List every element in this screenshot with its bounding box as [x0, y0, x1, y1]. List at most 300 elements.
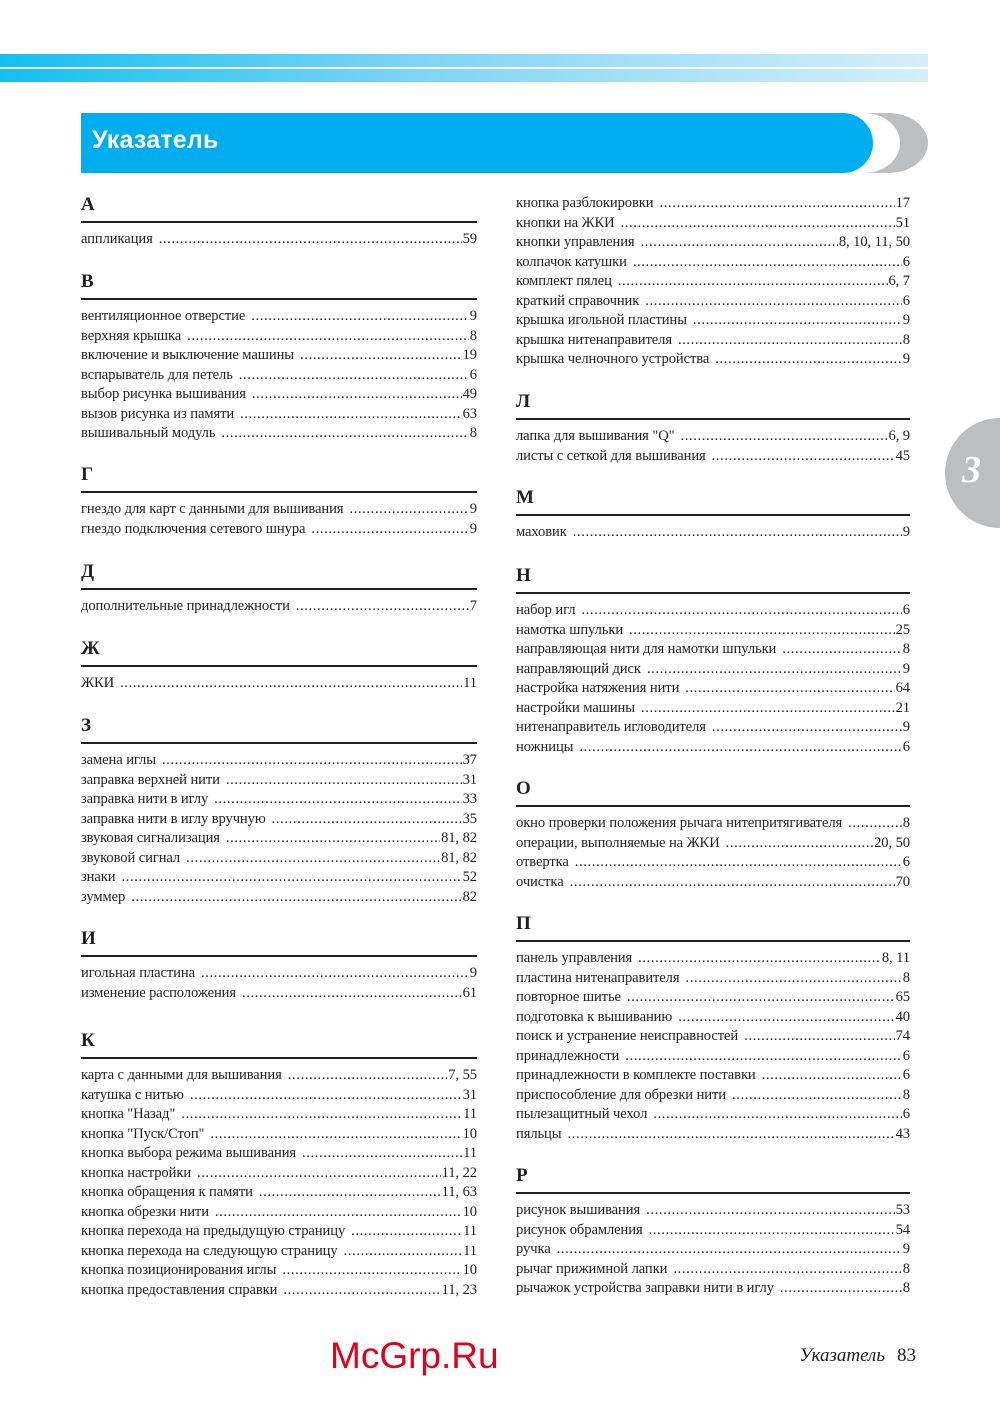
index-entry	[81, 790, 477, 810]
entry-page: 8	[902, 815, 910, 831]
entry-term: дополнительные принадлежности	[81, 598, 290, 614]
index-entry	[516, 738, 910, 758]
entry-page: 43	[895, 1125, 910, 1142]
section-letter: Н	[516, 565, 531, 586]
index-section	[81, 562, 477, 617]
entry-page: 9	[469, 965, 477, 981]
entry-term: подготовка к вышиванию	[516, 1008, 673, 1025]
entry-page: 9	[902, 351, 910, 367]
entry-term: намотка шпульки	[516, 621, 624, 638]
entry-page: 7, 55	[448, 1067, 477, 1083]
index-entry	[81, 1222, 477, 1242]
entry-term: настройка натяжения нити	[516, 680, 680, 696]
section-divider	[81, 588, 477, 590]
entry-page: 8	[902, 1280, 910, 1296]
index-entry	[516, 214, 910, 234]
dot-leader	[190, 1086, 462, 1106]
entry-page: 82	[462, 888, 477, 905]
entry-page: 61	[462, 984, 477, 1001]
dot-leader	[197, 1164, 441, 1184]
entry-term: кнопка "Пуск/Стоп"	[81, 1125, 205, 1142]
entry-page: 64	[895, 680, 910, 696]
entry-term: поиск и устранение неисправностей	[516, 1028, 739, 1044]
index-entry	[81, 424, 477, 444]
entry-page: 81, 82	[441, 849, 477, 866]
section-divider	[81, 665, 477, 667]
dot-leader	[712, 718, 902, 738]
index-section	[81, 195, 477, 250]
dot-leader	[288, 1066, 448, 1086]
entry-term: пылезащитный чехол	[516, 1106, 648, 1122]
entry-page: 6	[902, 854, 910, 870]
index-entry	[81, 597, 477, 617]
dot-leader	[186, 849, 440, 869]
index-entry	[516, 814, 910, 834]
dot-leader	[131, 888, 461, 908]
entry-term: рисунок вышивания	[516, 1202, 641, 1218]
index-section	[516, 392, 910, 466]
index-entry	[516, 679, 910, 699]
dot-leader	[618, 272, 888, 292]
dot-leader	[570, 873, 895, 893]
index-entry	[516, 233, 910, 253]
entry-term: ножницы	[516, 738, 574, 755]
entry-term: изменение расположения	[81, 984, 236, 1001]
dot-leader	[159, 230, 462, 250]
index-entry	[516, 447, 910, 467]
entry-term: краткий справочник	[516, 292, 640, 309]
index-entry	[516, 660, 910, 680]
entry-term: отвертка	[516, 854, 569, 870]
entry-term: окно проверки положения рычага нитепритягивателя	[516, 815, 843, 831]
entry-page: 6	[902, 602, 910, 618]
header-stripe-top	[0, 54, 928, 67]
section-divider	[516, 805, 910, 807]
entry-page: 11	[463, 675, 477, 691]
entry-page: 6, 9	[888, 428, 910, 444]
dot-leader	[638, 949, 881, 969]
index-entry	[81, 829, 477, 849]
dot-leader	[226, 829, 440, 849]
entry-page: 19	[462, 347, 477, 363]
entry-term: нитенаправитель игловодителя	[516, 719, 706, 735]
entry-term: звуковой сигнал	[81, 849, 181, 866]
entry-term: ручка	[516, 1241, 551, 1257]
dot-leader	[715, 350, 902, 370]
entry-page: 8	[902, 1260, 910, 1277]
dot-leader	[621, 214, 895, 234]
index-section	[81, 716, 477, 907]
entry-term: кнопка перехода на предыдущую страницу	[81, 1223, 346, 1239]
entry-page: 52	[462, 869, 477, 885]
entry-term: операции, выполняемые на ЖКИ	[516, 834, 720, 851]
entry-page: 9	[902, 1241, 910, 1257]
header-stripe-bottom	[0, 69, 928, 82]
index-entry	[81, 771, 477, 791]
dot-leader	[215, 1203, 462, 1223]
entry-term: пяльцы	[516, 1125, 562, 1142]
index-entry	[516, 1086, 910, 1106]
entry-page: 8	[902, 641, 910, 657]
dot-leader	[641, 233, 838, 253]
index-entry	[516, 272, 910, 292]
entry-term: кнопка обращения к памяти	[81, 1184, 253, 1200]
entry-page: 8	[902, 331, 910, 348]
dot-leader	[673, 1260, 901, 1280]
index-entry	[81, 346, 477, 366]
entry-page: 63	[462, 405, 477, 422]
dot-leader	[162, 751, 462, 771]
section-divider	[81, 1057, 477, 1059]
index-entry	[81, 1203, 477, 1223]
dot-leader	[226, 771, 462, 791]
index-entry	[81, 307, 477, 327]
index-section	[81, 639, 477, 694]
entry-page: 8, 10, 11, 50	[838, 234, 910, 250]
entry-page: 11	[463, 1242, 477, 1259]
index-entry	[81, 520, 477, 540]
entry-page: 59	[462, 231, 477, 247]
entry-term: вентиляционное отверстие	[81, 308, 246, 324]
dot-leader	[780, 1279, 902, 1299]
entry-term: заправка нити в иглу	[81, 791, 209, 807]
dot-leader	[712, 447, 895, 467]
chapter-tab	[945, 418, 1000, 528]
dot-leader	[181, 1105, 462, 1125]
index-entry	[81, 1144, 477, 1164]
entry-term: принадлежности в комплекте поставки	[516, 1067, 756, 1083]
entry-page: 6	[902, 738, 910, 755]
index-entry	[81, 984, 477, 1004]
entry-term: замена иглы	[81, 752, 156, 768]
entry-page: 70	[895, 873, 910, 890]
index-entry	[516, 621, 910, 641]
section-divider	[81, 491, 477, 493]
dot-leader	[221, 424, 468, 444]
index-entry	[81, 810, 477, 830]
dot-leader	[581, 601, 901, 621]
entry-page: 6	[902, 1047, 910, 1064]
index-entry	[516, 1008, 910, 1028]
section-divider	[516, 1192, 910, 1194]
index-entry	[516, 1066, 910, 1086]
entry-page: 33	[462, 791, 477, 807]
dot-leader	[653, 1105, 902, 1125]
section-divider	[81, 742, 477, 744]
dot-leader	[625, 1047, 902, 1067]
entry-page: 65	[895, 989, 910, 1005]
index-entry	[81, 868, 477, 888]
footer-label: Указатель	[799, 1345, 885, 1366]
index-entry	[81, 1164, 477, 1184]
chapter-number: 3	[962, 449, 981, 491]
entry-term: карта с данными для вышивания	[81, 1067, 282, 1083]
entry-term: заправка верхней нити	[81, 771, 220, 788]
dot-leader	[187, 327, 469, 347]
dot-leader	[641, 699, 895, 719]
entry-page: 8, 11	[881, 950, 910, 966]
index-entry	[81, 327, 477, 347]
section-letter: A	[81, 194, 95, 215]
entry-term: верхняя крышка	[81, 327, 182, 344]
index-entry	[81, 405, 477, 425]
entry-term: зуммер	[81, 888, 126, 905]
dot-leader	[659, 194, 894, 214]
dot-leader	[678, 1008, 894, 1028]
entry-term: панель управления	[516, 950, 633, 966]
entry-page: 8	[469, 425, 477, 441]
dot-leader	[647, 660, 902, 680]
index-entry	[81, 1261, 477, 1281]
index-section	[516, 1166, 910, 1299]
dot-leader	[693, 311, 902, 331]
section-letter: К	[81, 1030, 95, 1051]
index-section	[81, 465, 477, 539]
dot-leader	[645, 292, 902, 312]
entry-page: 81, 82	[441, 830, 477, 846]
dot-leader	[120, 674, 462, 694]
entry-page: 11	[463, 1145, 477, 1161]
page-title: Указатель	[92, 126, 219, 154]
index-entry	[81, 1281, 477, 1301]
entry-term: кнопки на ЖКИ	[516, 214, 615, 231]
entry-term: направляющий диск	[516, 660, 641, 677]
section-letter: Р	[516, 1165, 528, 1186]
index-entry	[81, 1086, 477, 1106]
index-entry	[516, 853, 910, 873]
dot-leader	[678, 331, 902, 351]
entry-page: 45	[895, 447, 910, 464]
section-letter: Ж	[81, 638, 100, 659]
entry-page: 31	[462, 1086, 477, 1103]
entry-page: 53	[895, 1202, 910, 1218]
entry-page: 6, 7	[888, 273, 910, 289]
entry-page: 10	[462, 1262, 477, 1278]
dot-leader	[573, 523, 902, 543]
index-entry	[81, 1125, 477, 1145]
index-section	[516, 566, 910, 757]
section-letter: И	[81, 928, 96, 949]
dot-leader	[575, 853, 902, 873]
entry-page: 40	[895, 1008, 910, 1025]
dot-leader	[744, 1027, 895, 1047]
dot-leader	[646, 1201, 895, 1221]
section-letter: П	[516, 913, 531, 934]
entry-page: 6	[902, 292, 910, 309]
entry-term: кнопка обрезки нити	[81, 1203, 209, 1220]
dot-leader	[732, 1086, 902, 1106]
dot-leader	[242, 984, 462, 1004]
index-entry	[516, 699, 910, 719]
dot-leader	[349, 500, 468, 520]
index-section	[516, 488, 910, 543]
entry-page: 21	[895, 699, 910, 716]
entry-term: повторное шитье	[516, 989, 621, 1005]
entry-term: крышка игольной пластины	[516, 312, 687, 328]
entry-term: комплект пялец	[516, 273, 612, 289]
entry-term: рисунок обрамления	[516, 1221, 643, 1238]
entry-term: включение и выключение машины	[81, 347, 294, 363]
entry-page: 31	[462, 771, 477, 788]
index-entry	[516, 1047, 910, 1067]
entry-page: 8	[469, 327, 477, 344]
entry-term: аппликация	[81, 231, 153, 247]
entry-page: 25	[895, 621, 910, 638]
entry-page: 54	[895, 1221, 910, 1238]
dot-leader	[296, 597, 469, 617]
section-divider	[516, 418, 910, 420]
entry-term: выбор рисунка вышивания	[81, 386, 246, 402]
entry-page: 6	[902, 253, 910, 270]
dot-leader	[239, 366, 469, 386]
page-number: 83	[897, 1345, 916, 1366]
section-divider	[516, 592, 910, 594]
index-entry	[516, 1221, 910, 1241]
dot-leader	[210, 1125, 461, 1145]
dot-leader	[344, 1242, 463, 1262]
entry-term: принадлежности	[516, 1047, 620, 1064]
dot-leader	[240, 405, 462, 425]
entry-term: ЖКИ	[81, 675, 115, 691]
dot-leader	[557, 1240, 902, 1260]
entry-term: кнопка разблокировки	[516, 195, 654, 211]
index-entry	[516, 640, 910, 660]
index-entry	[516, 331, 910, 351]
entry-term: крышка челночного устройства	[516, 351, 710, 367]
index-entry	[81, 751, 477, 771]
dot-leader	[214, 790, 461, 810]
entry-term: кнопки управления	[516, 234, 635, 250]
entry-page: 7	[469, 598, 477, 614]
section-letter: Г	[81, 464, 94, 485]
entry-term: рычаг прижимной лапки	[516, 1260, 668, 1277]
index-section	[516, 914, 910, 1144]
index-entry	[81, 1105, 477, 1125]
entry-page: 9	[469, 308, 477, 324]
index-entry	[516, 949, 910, 969]
dot-leader	[311, 520, 468, 540]
index-entry	[81, 1066, 477, 1086]
watermark: McGrp.Ru	[330, 1335, 499, 1376]
entry-page: 6	[902, 1106, 910, 1122]
entry-page: 49	[462, 386, 477, 402]
index-entry	[516, 1201, 910, 1221]
entry-page: 9	[902, 719, 910, 735]
entry-term: вышивальный модуль	[81, 425, 216, 441]
entry-term: гнездо подключения сетевого шнура	[81, 520, 306, 537]
entry-term: маховик	[516, 524, 567, 540]
dot-leader	[848, 814, 902, 834]
entry-term: колпачок катушки	[516, 253, 627, 270]
entry-page: 17	[895, 195, 910, 211]
index-entry	[81, 1242, 477, 1262]
index-entry	[81, 366, 477, 386]
section-divider	[81, 955, 477, 957]
index-entry	[516, 523, 910, 543]
index-entry	[81, 1183, 477, 1203]
entry-page: 8	[902, 969, 910, 986]
index-entry	[516, 601, 910, 621]
entry-page: 10	[462, 1203, 477, 1220]
index-entry	[516, 1027, 910, 1047]
dot-leader	[633, 253, 902, 273]
index-entry	[81, 849, 477, 869]
index-section	[81, 929, 477, 1003]
entry-term: вызов рисунка из памяти	[81, 405, 235, 422]
dot-leader	[567, 1125, 894, 1145]
dot-leader	[627, 988, 895, 1008]
index-entry	[516, 988, 910, 1008]
entry-term: кнопка настройки	[81, 1164, 192, 1181]
dot-leader	[302, 1144, 462, 1164]
dot-leader	[252, 385, 462, 405]
index-entry	[516, 718, 910, 738]
entry-page: 9	[902, 660, 910, 677]
entry-page: 11	[463, 1223, 477, 1239]
entry-term: катушка с нитью	[81, 1086, 184, 1103]
index-entry	[81, 385, 477, 405]
index-entry	[516, 350, 910, 370]
index-entry	[81, 230, 477, 250]
entry-page: 37	[462, 752, 477, 768]
entry-page: 20, 50	[874, 834, 910, 851]
index-entry	[81, 964, 477, 984]
entry-term: гнездо для карт с данными для вышивания	[81, 501, 344, 517]
section-divider	[516, 514, 910, 516]
entry-term: кнопка предоставления справки	[81, 1281, 278, 1298]
index-entry	[516, 1125, 910, 1145]
entry-term: приспособление для обрезки нити	[516, 1086, 726, 1103]
index-section	[516, 194, 910, 370]
entry-page: 35	[462, 810, 477, 827]
dot-leader	[629, 621, 895, 641]
entry-page: 9	[469, 520, 477, 537]
entry-term: знаки	[81, 869, 116, 885]
dot-leader	[685, 679, 894, 699]
index-entry	[516, 1240, 910, 1260]
entry-page: 8	[902, 1086, 910, 1103]
index-entry	[516, 427, 910, 447]
entry-term: крышка нитенаправителя	[516, 331, 672, 348]
entry-term: кнопка позиционирования иглы	[81, 1262, 277, 1278]
entry-page: 9	[469, 501, 477, 517]
dot-leader	[762, 1066, 902, 1086]
section-divider	[516, 940, 910, 942]
entry-page: 11, 22	[441, 1164, 477, 1181]
index-section	[81, 1031, 477, 1300]
dot-leader	[272, 810, 462, 830]
section-letter: З	[81, 715, 92, 736]
index-entry	[81, 888, 477, 908]
dot-leader	[282, 1261, 461, 1281]
dot-leader	[351, 1222, 462, 1242]
entry-term: игольная пластина	[81, 965, 195, 981]
section-letter: М	[516, 487, 534, 508]
dot-leader	[579, 738, 901, 758]
entry-term: настройки машины	[516, 699, 635, 716]
entry-term: очистка	[516, 873, 564, 890]
dot-leader	[649, 1221, 895, 1241]
index-entry	[516, 194, 910, 214]
dot-leader	[283, 1281, 440, 1301]
index-entry	[516, 1279, 910, 1299]
dot-leader	[300, 346, 462, 366]
entry-term: звуковая сигнализация	[81, 830, 220, 846]
dot-leader	[782, 640, 902, 660]
dot-leader	[201, 964, 469, 984]
dot-leader	[685, 969, 901, 989]
entry-term: направляющая нити для намотки шпульки	[516, 641, 777, 657]
